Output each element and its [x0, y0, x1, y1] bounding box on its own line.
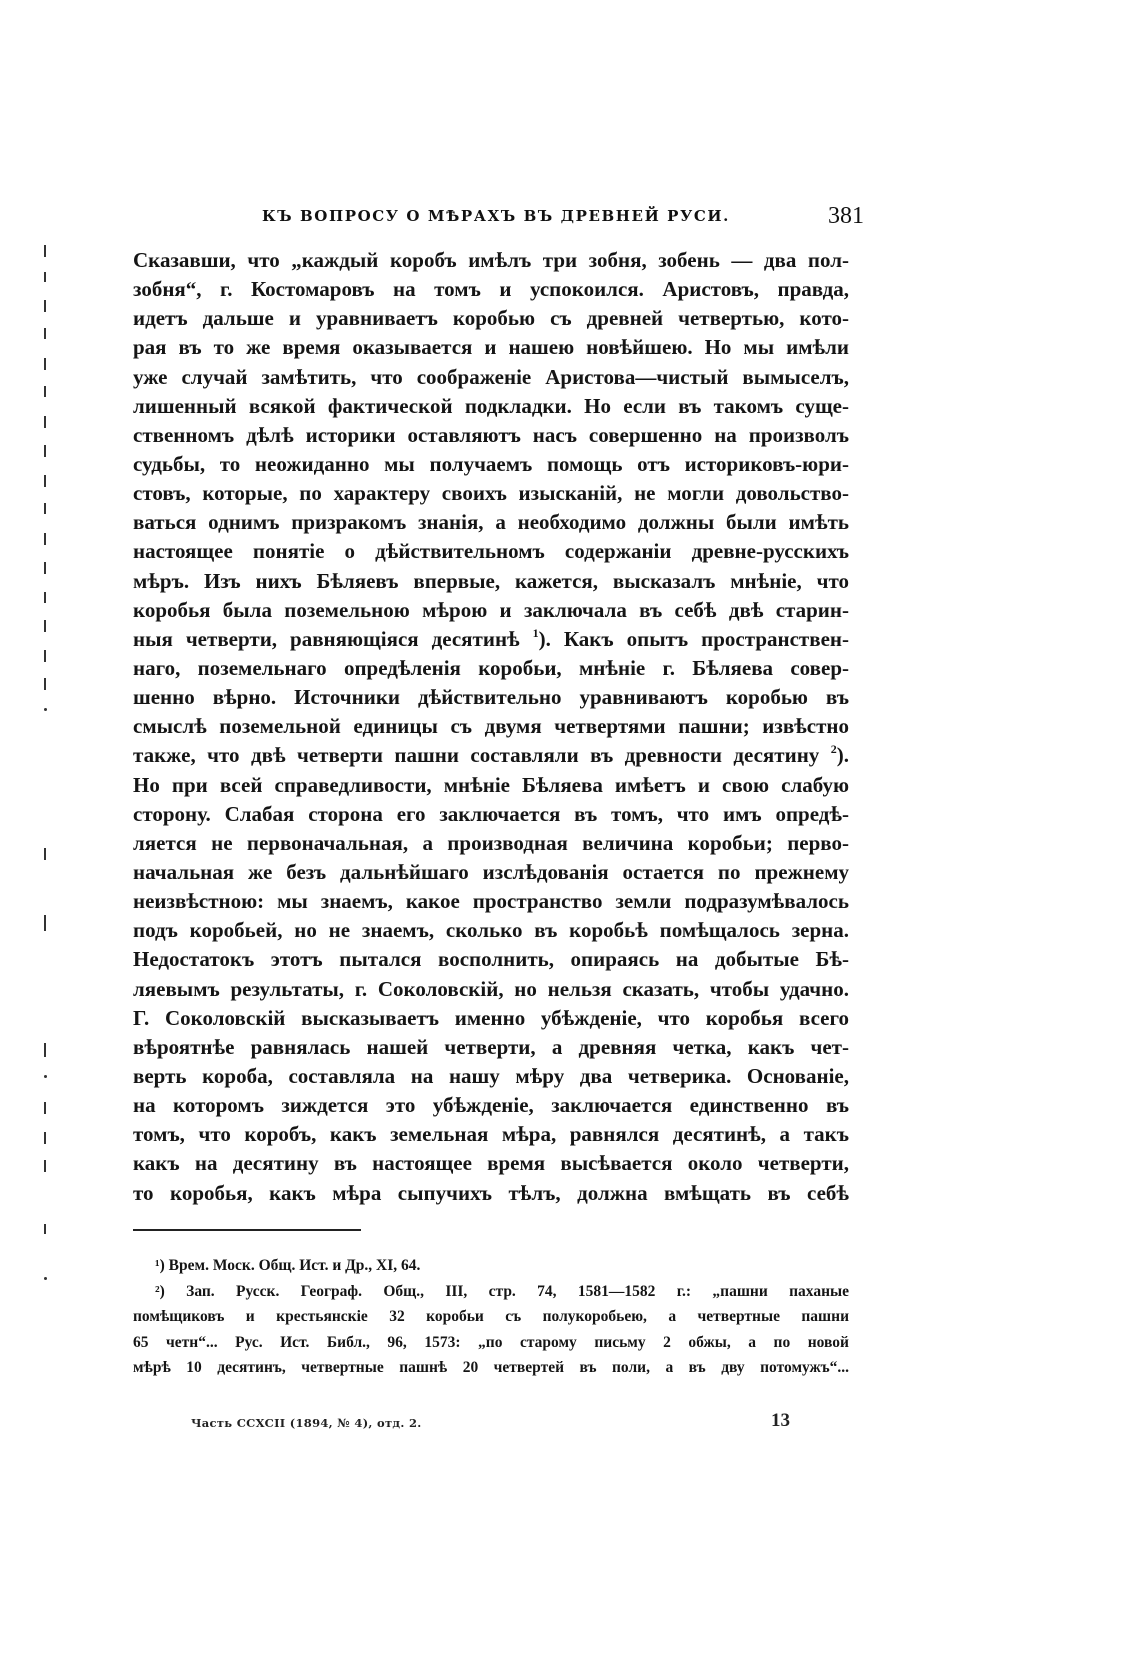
body-line: ляется не первоначальная, а производная величина коробьи; перво-	[133, 830, 849, 855]
footnote-2-line: помѣщиковъ и крестьянскіе 32 коробьи съ полукоробьею, а четвертные пашни	[133, 1308, 849, 1325]
body-line: неизвѣстною: мы знаемъ, какое пространство земли подразумѣвалось	[133, 889, 849, 914]
body-line: начальная же безъ дальнѣйшаго изслѣдованія остается по прежнему	[133, 859, 849, 884]
footnote-2-line: мѣрѣ 10 десятинъ, четвертные пашнѣ 20 четвертей въ поли, а въ дву потомужъ“...	[133, 1359, 849, 1376]
margin-mark	[44, 650, 46, 662]
footnote-divider	[133, 1229, 361, 1231]
printer-signature	[0, 1410, 1140, 1440]
body-line: Но при всей справедливости, мнѣніе Бѣляева имѣетъ и свою слабую	[133, 772, 849, 797]
margin-mark	[44, 272, 46, 282]
margin-mark	[44, 1160, 46, 1172]
body-line: зобня“, г. Костомаровъ на томъ и успокоился. Аристовъ, правда,	[133, 277, 849, 302]
margin-marks	[40, 240, 54, 1300]
body-line: коробья была поземельною мѣрою и заключала въ себѣ двѣ старин-	[133, 597, 849, 622]
footnote-2-line: 65 четн“... Рус. Ист. Библ., 96, 1573: „по старому письму 2 обжы, а по новой	[133, 1333, 849, 1351]
margin-mark	[44, 1277, 47, 1280]
body-line: наго, поземельнаго опредѣленія коробьи, мнѣніе г. Бѣляева совер-	[133, 655, 849, 680]
body-line: судьбы, то неожиданно мы получаемъ помощь отъ историковъ-юри-	[133, 451, 849, 476]
margin-mark	[44, 386, 46, 397]
margin-mark	[44, 475, 46, 487]
body-line: мѣръ. Изъ нихъ Бѣляевъ впервые, кажется, высказалъ мнѣніе, что	[133, 568, 849, 593]
body-line: вѣроятнѣе равнялась нашей четверти, а древняя четка, какъ чет-	[133, 1034, 849, 1059]
margin-mark	[44, 708, 47, 711]
page-number: 381	[828, 203, 864, 229]
signature-part: Часть CCXCII (1894, № 4), отд. 2.	[191, 1416, 422, 1430]
body-line: идетъ дальше и уравниваетъ коробью съ древней четвертью, кото-	[133, 306, 849, 331]
margin-mark	[44, 1102, 46, 1114]
margin-mark	[44, 562, 46, 574]
margin-mark	[44, 1224, 46, 1234]
margin-mark	[44, 678, 46, 690]
body-line: лишенный всякой фактической подкладки. Но если въ такомъ суще-	[133, 393, 849, 418]
footnote-ref: 2	[830, 742, 837, 757]
signature-sheet-number: 13	[771, 1410, 790, 1431]
body-line: уже случай замѣтить, что соображеніе Аристова—чистый вымыселъ,	[133, 364, 849, 389]
margin-mark	[44, 915, 46, 931]
margin-mark	[44, 1132, 46, 1144]
body-line: ляевымъ результаты, г. Соколовскій, но нельзя сказать, чтобы удачно.	[133, 976, 849, 1001]
margin-mark	[44, 416, 46, 428]
running-title: КЪ ВОПРОСУ О МѢРАХЪ ВЪ ДРЕВНЕЙ РУСИ.	[262, 207, 730, 225]
body-line: шенно вѣрно. Источники дѣйствительно уравниваютъ коробью въ	[133, 685, 849, 710]
body-line: на которомъ зиждется это убѣжденіе, заключается единственно въ	[133, 1093, 849, 1118]
margin-mark	[44, 848, 46, 860]
body-line: то коробья, какъ мѣра сыпучихъ тѣлъ, должна вмѣщать въ себѣ	[133, 1180, 849, 1205]
footnotes	[133, 1253, 849, 1381]
body-line: рая въ то же время оказывается и нашею новѣйшею. Но мы имѣли	[133, 335, 849, 360]
footnote-ref: 1	[532, 625, 539, 640]
margin-mark	[44, 592, 46, 603]
margin-mark	[44, 620, 46, 632]
margin-mark	[44, 503, 46, 514]
body-line: Г. Соколовскій высказываетъ именно убѣжденіе, что коробья всего	[133, 1005, 849, 1030]
margin-mark	[44, 1043, 46, 1057]
margin-mark	[44, 358, 46, 370]
body-line: Недостатокъ этотъ пытался восполнить, опираясь на добытые Бѣ-	[133, 947, 849, 972]
body-line: стовъ, которые, по характеру своихъ изысканій, не могли довольство-	[133, 481, 849, 506]
body-line: ныя четверти, равняющіяся десятинѣ $^1$). Какъ опытъ пространствен-	[133, 625, 849, 651]
body-line: ственномъ дѣлѣ историки оставляютъ насъ совершенно на произволъ	[133, 422, 849, 447]
body-line: также, что двѣ четверти пашни составляли въ древности десятину $^2$).	[133, 742, 849, 768]
margin-mark	[44, 300, 46, 312]
body-line: томъ, что коробъ, какъ земельная мѣра, равнялся десятинѣ, а такъ	[133, 1122, 849, 1147]
margin-mark	[44, 1075, 47, 1078]
body-line: верть короба, составляла на нашу мѣру два четверика. Основаніе,	[133, 1063, 849, 1088]
body-line: смыслѣ поземельной единицы съ двумя четвертями пашни; извѣстно	[133, 714, 849, 739]
margin-mark	[44, 533, 46, 545]
body-line: какъ на десятину въ настоящее время высѣвается около четверти,	[133, 1151, 849, 1176]
body-line: ваться однимъ призракомъ знанія, а необходимо должны были имѣть	[133, 510, 849, 535]
footnote-1: ¹) Врем. Моск. Общ. Ист. и Др., XI, 64.	[155, 1257, 421, 1274]
running-head	[0, 203, 1140, 233]
body-line: Сказавши, что „каждый коробъ имѣлъ три зобня, зобень — два пол-	[133, 248, 849, 272]
body-text	[133, 246, 849, 1208]
body-line: сторону. Слабая сторона его заключается въ томъ, что имъ опредѣ-	[133, 801, 849, 826]
margin-mark	[44, 245, 46, 257]
body-line: подъ коробьей, но не знаемъ, сколько въ коробьѣ помѣщалось зерна.	[133, 918, 849, 943]
margin-mark	[44, 328, 46, 339]
body-line: настоящее понятіе о дѣйствительномъ содержаніи древне-русскихъ	[133, 539, 849, 564]
footnote-2-line: ²) Зап. Русск. Географ. Общ., III, стр. 74, 1581—1582 г.: „пашни паханые	[155, 1282, 849, 1300]
margin-mark	[44, 445, 46, 457]
